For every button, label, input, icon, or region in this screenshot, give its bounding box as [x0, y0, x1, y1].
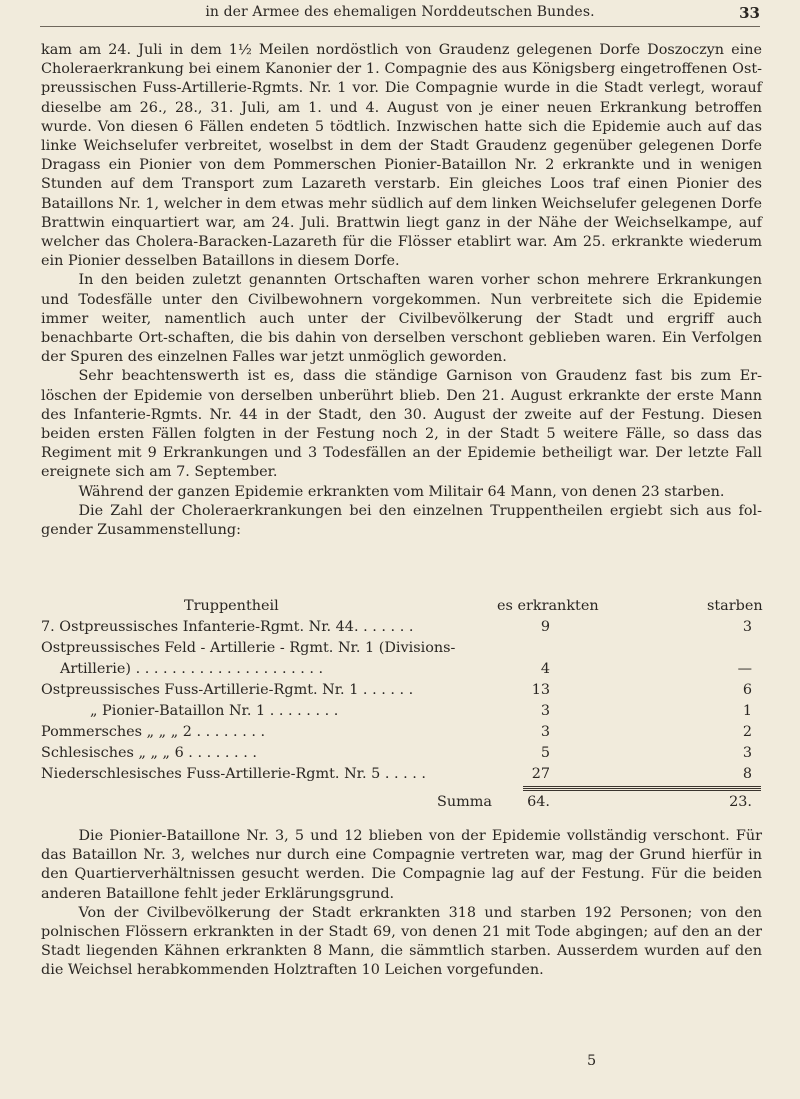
total-died: 23. [729, 794, 752, 810]
table-row-sick: 27 [531, 766, 550, 782]
paragraph: Sehr beachtenswerth ist es, dass die ständige Garnison von Graudenz fast bis zum Er-löschen der Epidemie von derselben unberührt blieb. Den 21. August erkrankte der erste Mann des Infanterie-Rgmts. Nr. 44 in der Stadt, den 30. August der zweite auf der Festung. Diesen beiden ersten Fällen folgten in der Festung noch 2, in der Stadt 5 weitere Fälle, so dass das Regiment mit 9 Erkrankungen und 3 Todesfällen an der Epidemie betheiligt war. Der letzte Fall ereignete sich am 7. September. [41, 368, 762, 481]
table-row-unit: Ostpreussisches Feld - Artillerie - Rgmt. Nr. 1 (Divisions- [41, 640, 456, 656]
table-row-died: 2 [742, 724, 752, 740]
table-row-died: 1 [742, 703, 752, 719]
total-label: Summa [437, 794, 492, 810]
table-row-sick: 13 [531, 682, 550, 698]
table-row-died: 6 [742, 682, 752, 698]
page-header [40, 4, 760, 27]
table-row-died: — [737, 661, 752, 677]
table-row-sick: 9 [540, 619, 550, 635]
paragraph: kam am 24. Juli in dem 1½ Meilen nordöstlich von Graudenz gelegenen Dorfe Doszoczyn eine Choleraerkrankung bei einem Kanonier der 1. Compagnie des aus Königsberg eingetroffenen Ost-preussischen Fuss-Artillerie-Rgmts. Nr. 1 vor. Die Compagnie wurde in die Stadt verlegt, worauf dieselbe am 26., 28., 31. Juli, am 1. und 4. August von je einer neuen Erkrankung betroffen wurde. Von diesen 6 Fällen endeten 5 tödtlich. Inzwischen hatte sich die Epidemie auch auf das linke Weichselufer verbreitet, woselbst in dem der Stadt Graudenz gegenüber gelegenen Dorfe Dragass ein Pionier von dem Pommerschen Pionier-Bataillon Nr. 2 erkrankte und in wenigen Stunden auf dem Transport zum Lazareth verstarb. Ein gleiches Loos traf einen Pionier des Bataillons Nr. 1, welcher in dem etwas mehr südlich auf dem linken Weichselufer gelegenen Dorfe Brattwin einquartiert war, am 24. Juli. Brattwin liegt ganz in der Nähe der Weichselkampe, auf welcher das Cholera-Baracken-Lazareth für die Flösser etablirt war. Am 25. erkrankte wiederum ein Pionier desselben Bataillons in diesem Dorfe. [41, 42, 762, 270]
body-text-top [41, 41, 762, 540]
paragraph: In den beiden zuletzt genannten Ortschaften waren vorher schon mehrere Erkrankungen und Todesfälle unter den Civilbewohnern vorgekommen. Nun verbreitete sich die Epidemie immer weiter, namentlich auch unter der Civilbevölkerung der Stadt und ergriff auch benachbarte Ort-schaften, die bis dahin von derselben verschont geblieben waren. Ein Verfolgen der Spuren des einzelnen Falles war jetzt unmöglich geworden. [41, 272, 762, 366]
paragraph: Die Zahl der Choleraerkrankungen bei den einzelnen Truppentheilen ergiebt sich aus fol-gender Zusammenstellung: [41, 502, 762, 539]
table-row-unit: Ostpreussisches Fuss-Artillerie-Rgmt. Nr. 1 . . . . . . [41, 682, 414, 698]
total-sick: 64. [527, 794, 550, 810]
sum-rule [523, 786, 761, 787]
signature-number: 5 [587, 1053, 597, 1069]
table-row-unit: 7. Ostpreussisches Infanterie-Rgmt. Nr. 44. . . . . . . [41, 619, 414, 635]
page-number: 33 [739, 4, 760, 22]
body-text-bottom [41, 827, 762, 981]
column-header-unit: Truppentheil [184, 598, 279, 614]
paragraph: Die Pionier-Bataillone Nr. 3, 5 und 12 blieben von der Epidemie vollständig verschont. Für das Bataillon Nr. 3, welches nur durch eine Compagnie vertreten war, mag der Grund hierfür in den Quartierverhältnissen gesucht werden. Die Compagnie lag auf der Festung. Für die beiden anderen Bataillone fehlt jeder Erklärungsgrund. [41, 828, 762, 902]
running-title: in der Armee des ehemaligen Norddeutschen Bundes. [205, 4, 595, 20]
paragraph: Während der ganzen Epidemie erkrankten vom Militair 64 Mann, von denen 23 starben. [78, 483, 725, 500]
table-row-unit: Artillerie) . . . . . . . . . . . . . . . . . . . . . [60, 661, 324, 677]
table-row-unit: „ Pionier-Bataillon Nr. 1 . . . . . . . . [90, 703, 339, 719]
table-row-died: 3 [742, 745, 752, 761]
table-row-unit: Pommersches „ „ „ 2 . . . . . . . . [41, 724, 266, 740]
table-row-sick: 5 [540, 745, 550, 761]
table-row-unit: Niederschlesisches Fuss-Artillerie-Rgmt. Nr. 5 . . . . . [41, 766, 427, 782]
table-row-died: 8 [742, 766, 752, 782]
table-row-died: 3 [742, 619, 752, 635]
table-row-sick: 3 [540, 724, 550, 740]
column-header-sick: es erkrankten [497, 598, 599, 614]
table-row-sick: 4 [540, 661, 550, 677]
table-row-sick: 3 [540, 703, 550, 719]
paragraph: Von der Civilbevölkerung der Stadt erkrankten 318 und starben 192 Personen; von den polnischen Flössern erkrankten in der Stadt 69, von denen 21 mit Tode abgingen; auf den an der Stadt liegenden Kähnen erkrankten 8 Mann, die sämmtlich starben. Ausserdem wurden auf den die Weichsel herabkommenden Holztraften 10 Leichen vorgefunden. [41, 904, 762, 979]
sum-rule-double [523, 788, 761, 791]
table-row-unit: Schlesisches „ „ „ 6 . . . . . . . . [41, 745, 257, 761]
column-header-died: starben [707, 598, 763, 614]
